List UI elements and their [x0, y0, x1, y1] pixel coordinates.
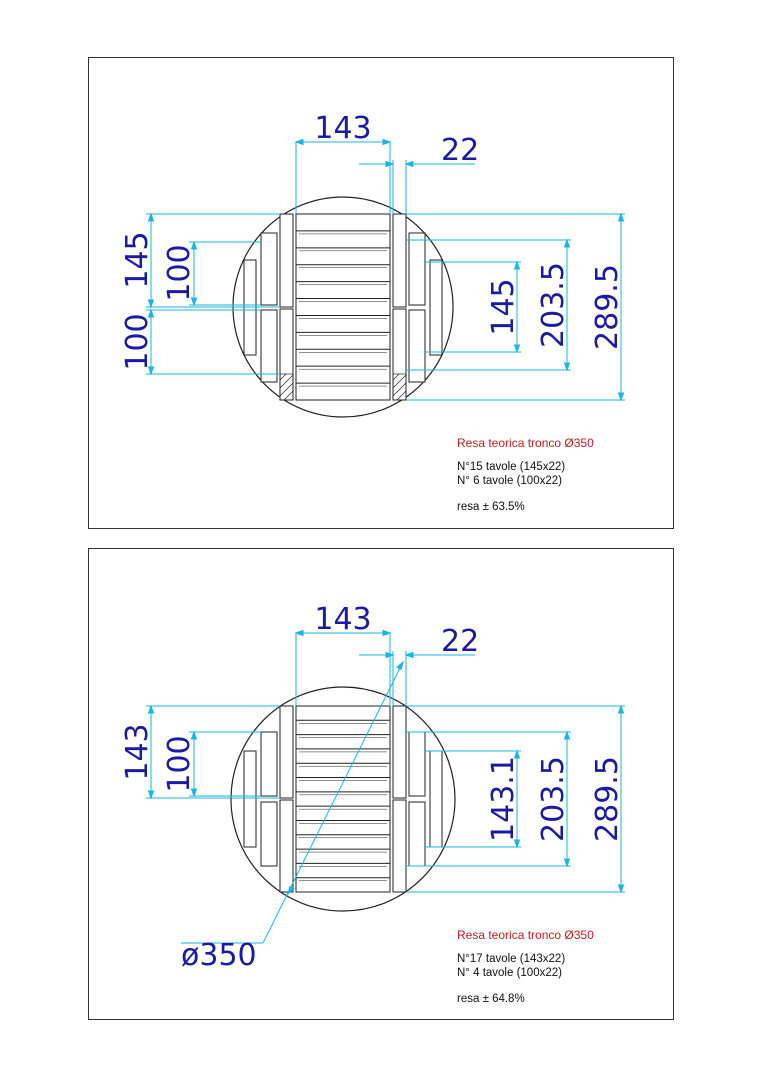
caption-yield: resa ± 63.5%: [457, 501, 525, 513]
caption-boards-2: N° 6 tavole (100x22): [457, 475, 562, 487]
dim-right-mid: 203.5: [536, 756, 571, 842]
caption-title: Resa teorica tronco Ø350: [457, 928, 594, 942]
dim-left-outer: 145: [120, 231, 155, 289]
caption-boards-1: N°17 tavole (143x22): [457, 953, 566, 965]
dim-right-outer: 289.5: [590, 264, 625, 350]
dim-left-lower: 100: [120, 313, 155, 371]
dim-left-inner: 100: [162, 735, 197, 793]
dim-top-width: 143: [314, 111, 372, 146]
caption-boards-1: N°15 tavole (145x22): [457, 461, 566, 473]
dim-top-gap: 22: [441, 133, 480, 168]
dim-right-inner: 143.1: [486, 756, 521, 842]
caption-yield: resa ± 64.8%: [457, 993, 525, 1005]
dim-left-outer: 143: [120, 723, 155, 781]
dim-right-inner: 145: [486, 278, 521, 336]
dim-top-gap: 22: [441, 624, 480, 659]
dim-right-mid: 203.5: [536, 262, 571, 348]
central-boards: [296, 706, 390, 892]
caption-title: Resa teorica tronco Ø350: [457, 436, 594, 450]
central-boards: [296, 214, 390, 400]
dim-diameter: ø350: [181, 938, 257, 973]
dim-left-inner: 100: [162, 244, 197, 302]
caption-boards-2: N° 4 tavole (100x22): [457, 967, 562, 979]
cutting-diagram-panel-1: [88, 57, 674, 529]
cutting-diagram-panel-2: [88, 548, 674, 1020]
log-cross-section-2: [89, 549, 675, 1021]
log-cross-section-1: [89, 58, 675, 530]
dim-right-outer: 289.5: [590, 756, 625, 842]
dim-top-width: 143: [314, 602, 372, 637]
